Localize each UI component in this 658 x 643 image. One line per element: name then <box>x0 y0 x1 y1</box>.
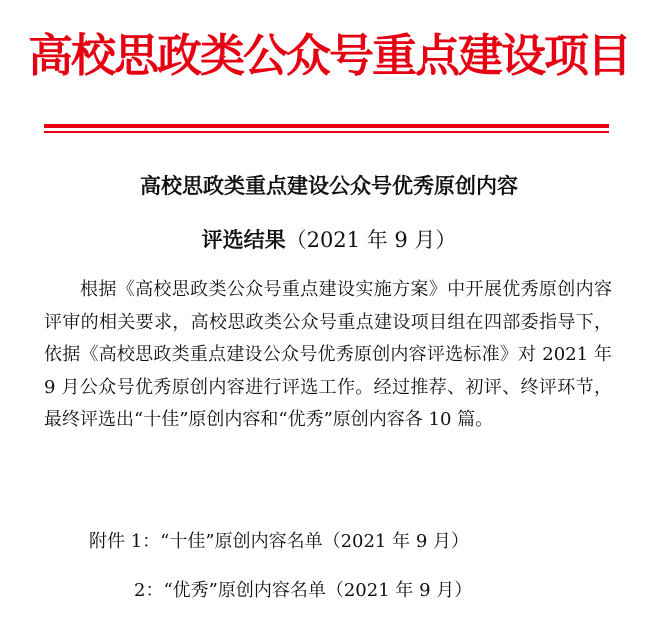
masthead-title: 高校思政类公众号重点建设项目 <box>27 29 630 82</box>
attachment-1: 附件 1：“十佳”原创内容名单（2021 年 9 月） <box>89 531 470 552</box>
masthead-rule-thin <box>44 131 609 133</box>
notice-title-line-2 <box>0 225 658 255</box>
body-paragraph: 根据《高校思政类公众号重点建设实施方案》中开展优秀原创内容评审的相关要求，高校思政类公众号重点建设项目组在四部委指导下，依据《高校思政类重点建设公众号优秀原创内容评选标准》对 2021 年 9 月公众号优秀原创内容进行评选工作。经过推荐、初评、终评环节，最终评选出“十佳”原创内容和“优秀”原创内容各 10 篇。 <box>44 279 612 430</box>
notice-title-date: （2021 年 9 月） <box>285 228 457 252</box>
masthead-rule-thick <box>44 124 609 128</box>
notice-title-line-1: 高校思政类重点建设公众号优秀原创内容 <box>140 173 518 198</box>
notice-title-main: 评选结果 <box>201 227 286 252</box>
attachment-2: 2：“优秀”原创内容名单（2021 年 9 月） <box>134 580 473 601</box>
